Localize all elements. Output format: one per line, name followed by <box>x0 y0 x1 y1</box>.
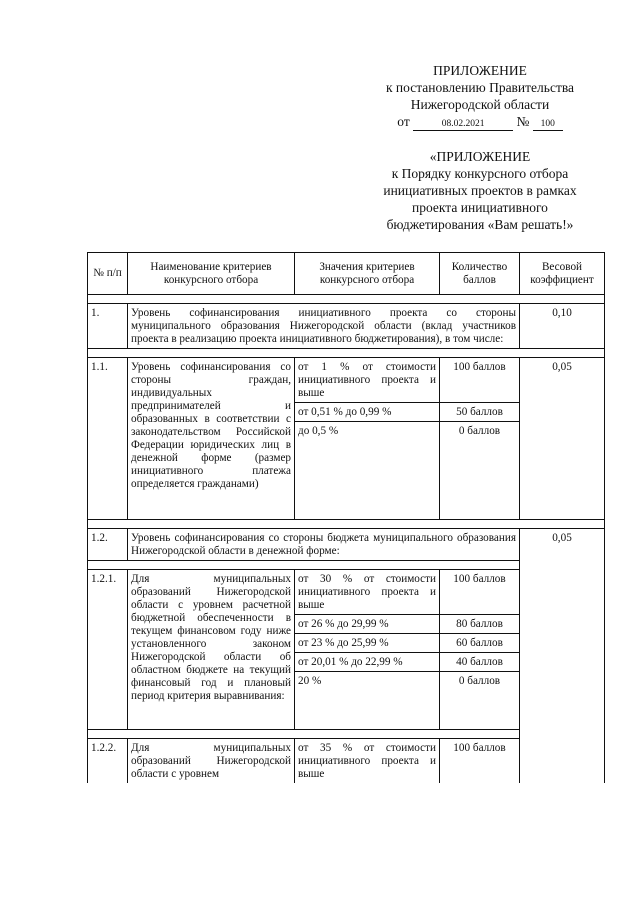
criterion-value: от 30 % от стоимости инициативного проекта и выше <box>295 570 440 615</box>
row-number: 1.2. <box>88 529 128 561</box>
document-date: 08.02.2021 <box>413 118 513 131</box>
criterion-name: Для муниципальных образований Нижегородской области с уровнем расчетной бюджетной обеспеченности в текущем финансовом году ниже установленного законом Нижегородской области об областном бюджете на текущий финансовый год и плановый период критерия выравнивания: <box>128 570 295 730</box>
criterion-value: до 0,5 % <box>295 422 440 520</box>
criterion-value: от 26 % до 29,99 % <box>295 615 440 634</box>
points-value: 40 баллов <box>440 653 520 672</box>
approval-header <box>330 62 630 131</box>
header-date-line <box>330 113 630 131</box>
header-name: Наименование критериев конкурсного отбора <box>128 253 295 295</box>
criteria-table <box>87 252 605 783</box>
appendix-line: инициативных проектов в рамках <box>383 183 577 198</box>
table-header-row <box>88 253 605 295</box>
row-number: 1.2.1. <box>88 570 128 730</box>
row-number: 1. <box>88 304 128 349</box>
points-value: 0 баллов <box>440 672 520 730</box>
points-value: 100 баллов <box>440 570 520 615</box>
appendix-line: «ПРИЛОЖЕНИЕ <box>429 149 531 164</box>
row-number: 1.1. <box>88 358 128 520</box>
appendix-line: бюджетирования «Вам решать!» <box>386 217 574 232</box>
points-value: 50 баллов <box>440 403 520 422</box>
weight-value: 0,05 <box>520 529 605 784</box>
weight-value: 0,10 <box>520 304 605 349</box>
header-num: № п/п <box>88 253 128 295</box>
points-value: 80 баллов <box>440 615 520 634</box>
appendix-header <box>330 148 630 233</box>
points-value: 100 баллов <box>440 739 520 784</box>
criterion-value: от 23 % до 25,99 % <box>295 634 440 653</box>
criterion-value: от 35 % от стоимости инициативного проекта и выше <box>295 739 440 784</box>
header-line: Нижегородской области <box>410 97 550 112</box>
row-number: 1.2.2. <box>88 739 128 784</box>
points-value: 100 баллов <box>440 358 520 403</box>
criterion-value: от 20,01 % до 22,99 % <box>295 653 440 672</box>
header-points: Количество баллов <box>440 253 520 295</box>
date-prefix: от <box>397 114 410 129</box>
criterion-value: 20 % <box>295 672 440 730</box>
appendix-line: проекта инициативного <box>412 200 548 215</box>
criterion-name: Уровень софинансирования со стороны граждан, индивидуальных предпринимателей и образованных в соответствии с законодательством Российской Федерации юридических лиц в денежной форме (размер инициативного платежа определяется гражданами) <box>128 358 295 520</box>
header-values: Значения критериев конкурсного отбора <box>295 253 440 295</box>
points-value: 0 баллов <box>440 422 520 520</box>
weight-value: 0,05 <box>520 358 605 520</box>
criterion-value: от 1 % от стоимости инициативного проекта и выше <box>295 358 440 403</box>
header-line: ПРИЛОЖЕНИЕ <box>433 63 527 78</box>
criterion-text: Уровень софинансирования со стороны бюджета муниципального образования Нижегородской области в денежной форме: <box>128 529 520 561</box>
appendix-line: к Порядку конкурсного отбора <box>391 166 569 181</box>
table-row <box>88 358 605 403</box>
number-sign: № <box>516 114 530 129</box>
points-value: 60 баллов <box>440 634 520 653</box>
table-row <box>88 304 605 349</box>
table-row <box>88 529 605 561</box>
criterion-value: от 0,51 % до 0,99 % <box>295 403 440 422</box>
header-weight: Весовой коэффициент <box>520 253 605 295</box>
criterion-text: Уровень софинансирования инициативного проекта со стороны муниципального образования Нижегородской области (вклад участников проекта в реализацию проекта инициативного бюджетирования), в том числе: <box>128 304 520 349</box>
criterion-name: Для муниципальных образований Нижегородской области с уровнем <box>128 739 295 784</box>
header-line: к постановлению Правительства <box>385 80 575 95</box>
document-number: 100 <box>533 118 563 131</box>
